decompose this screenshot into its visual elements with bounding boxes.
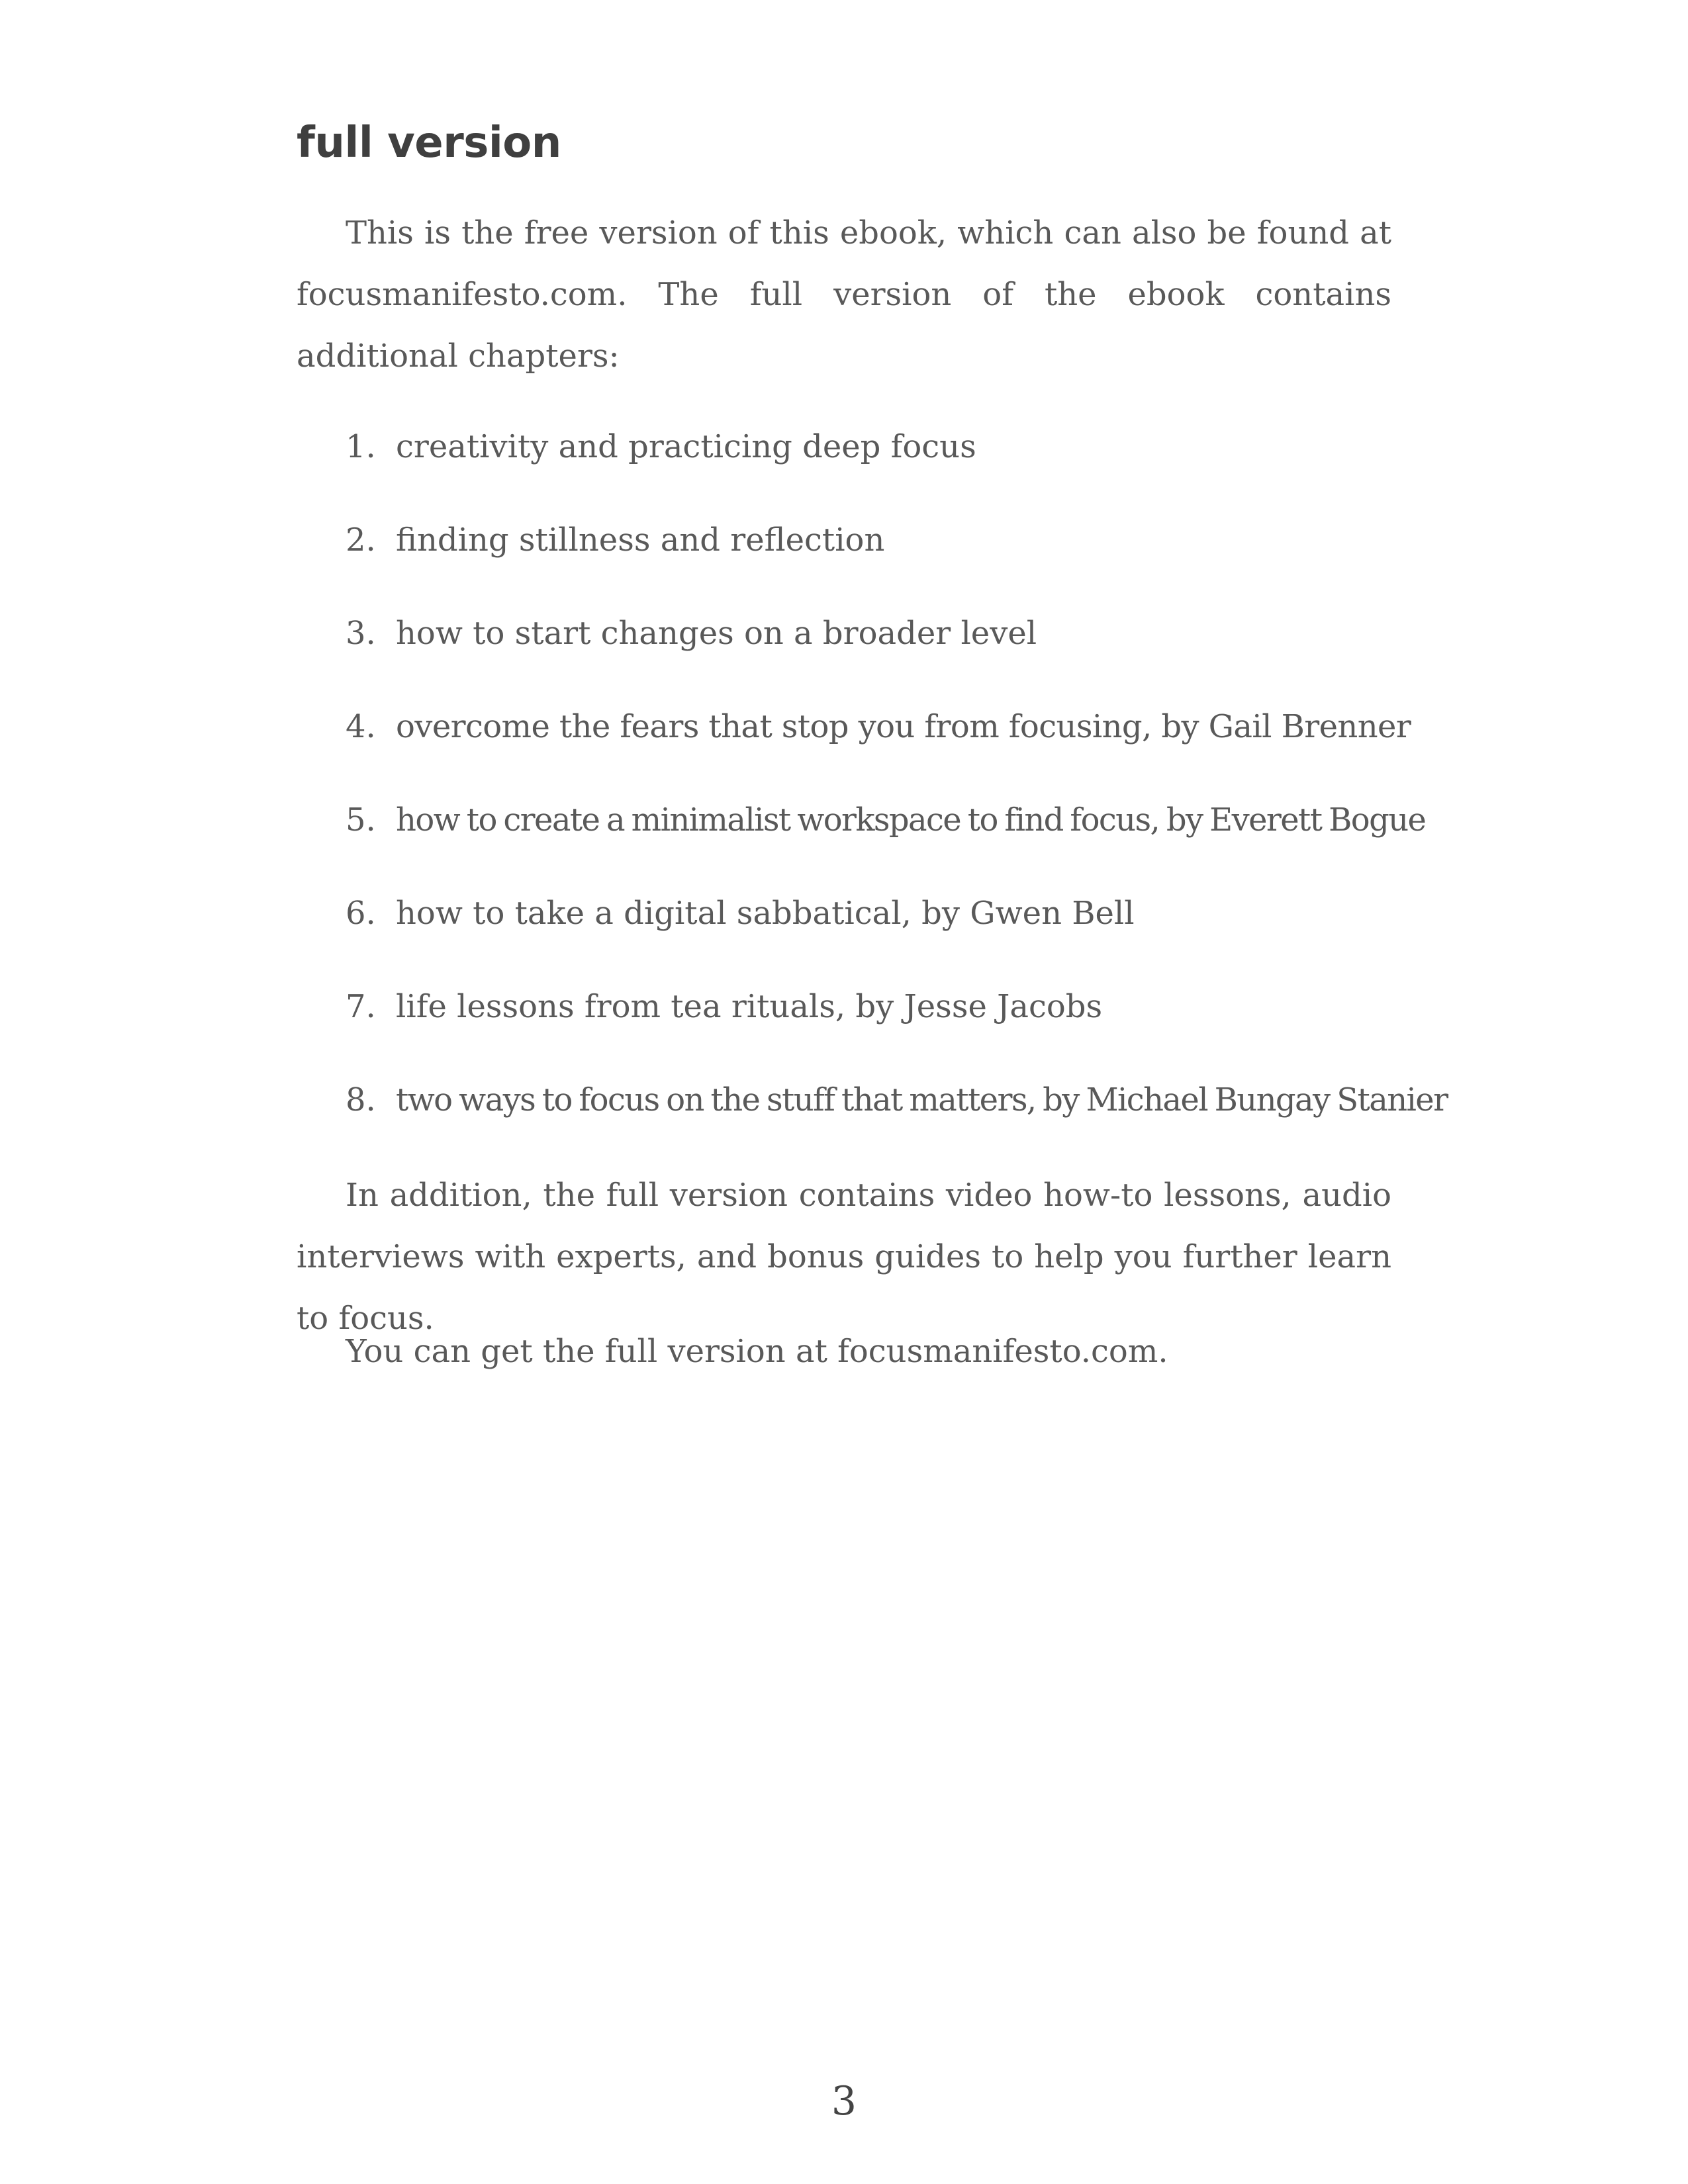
list-item-title: creativity and practicing deep focus bbox=[396, 428, 976, 465]
list-item bbox=[297, 614, 1391, 707]
list-item bbox=[297, 800, 1426, 893]
list-item-number: 7. bbox=[346, 988, 376, 1025]
list-item bbox=[297, 893, 1391, 987]
section-heading: full version bbox=[297, 118, 561, 167]
closing-paragraph: You can get the full version at focusmanifesto.com. bbox=[346, 1333, 1168, 1370]
list-item-number: 6. bbox=[346, 895, 376, 932]
list-item-title: how to start changes on a broader level bbox=[396, 615, 1037, 652]
list-item-title: how to take a digital sabbatical, by Gwen Bell bbox=[396, 895, 1135, 932]
list-item bbox=[297, 987, 1391, 1080]
list-item bbox=[297, 427, 1391, 520]
page-number: 3 bbox=[831, 2078, 857, 2124]
list-item bbox=[297, 707, 1411, 800]
list-item-title: overcome the fears that stop you from focusing, by Gail Brenner bbox=[396, 708, 1411, 745]
list-item bbox=[297, 1080, 1448, 1173]
list-item-title: two ways to focus on the stuff that matters, by Michael Bungay Stanier bbox=[396, 1081, 1448, 1118]
list-item-number: 1. bbox=[346, 428, 376, 465]
addition-paragraph: In addition, the full version contains video how-to lessons, audio interviews with experts, and bonus guides to help you further learn to focus. bbox=[297, 1177, 1391, 1337]
intro-paragraph: This is the free version of this ebook, which can also be found at focusmanifesto.com. The full version of the ebook contains additional chapters: bbox=[297, 214, 1391, 375]
list-item-title: how to create a minimalist workspace to find focus, by Everett Bogue bbox=[396, 801, 1426, 839]
chapter-list bbox=[297, 427, 1448, 1173]
list-item bbox=[297, 520, 1391, 614]
list-item-number: 4. bbox=[346, 708, 376, 745]
list-item-number: 8. bbox=[346, 1081, 376, 1118]
list-item-title: life lessons from tea rituals, by Jesse Jacobs bbox=[396, 988, 1103, 1025]
list-item-number: 2. bbox=[346, 522, 376, 559]
list-item-number: 3. bbox=[346, 615, 376, 652]
list-item-number: 5. bbox=[346, 801, 376, 839]
list-item-title: finding stillness and reflection bbox=[396, 522, 885, 559]
